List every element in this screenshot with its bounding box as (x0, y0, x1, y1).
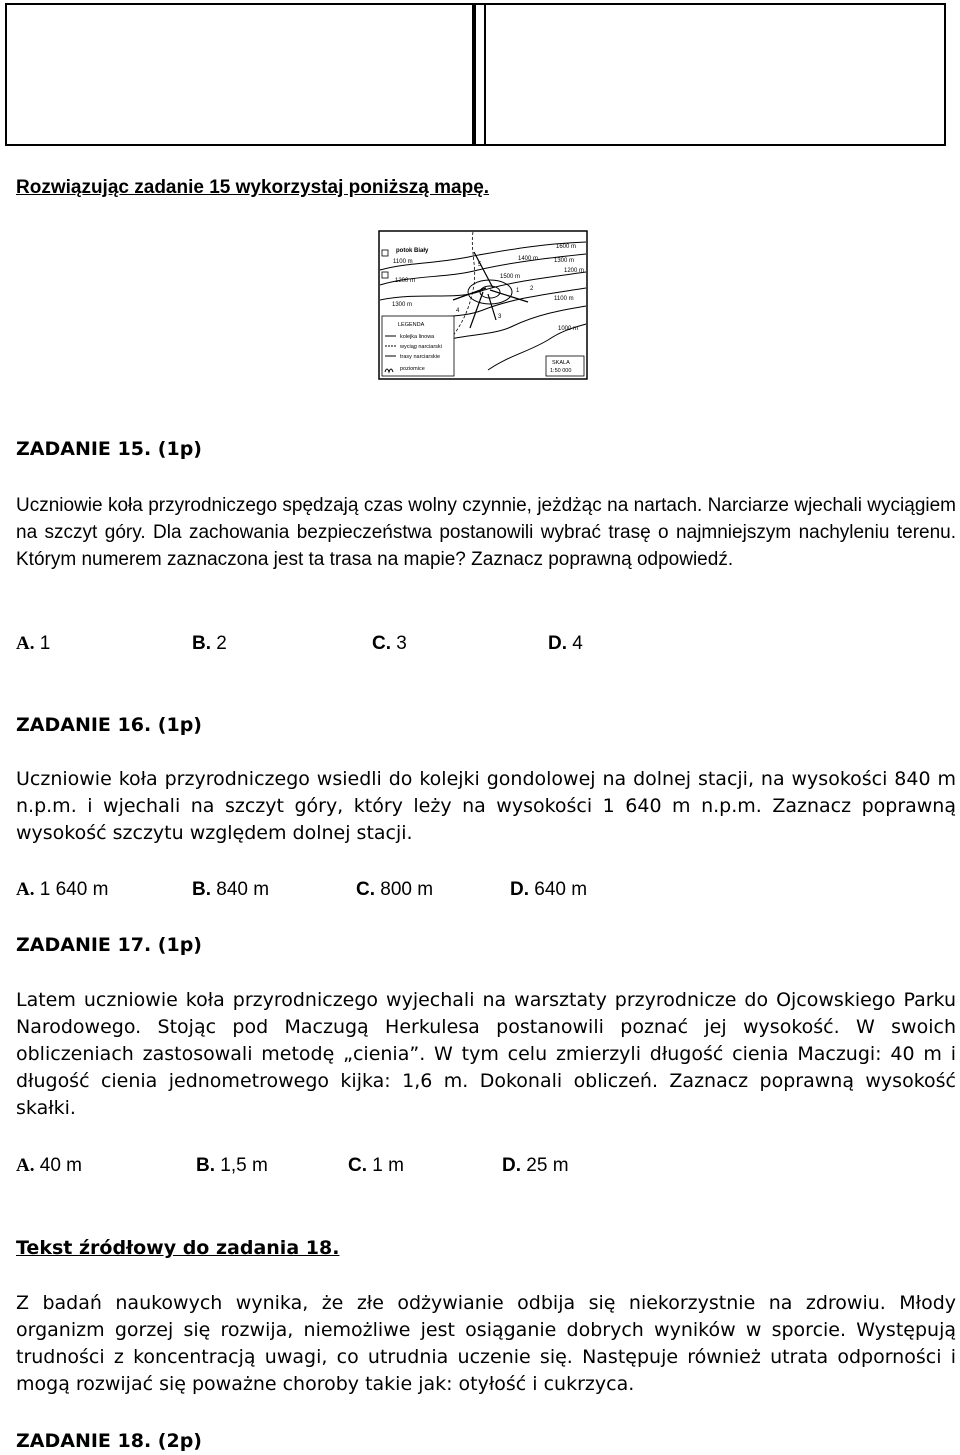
option-letter: C. (356, 879, 375, 900)
source-text: Z badań naukowych wynika, że złe odżywianie odbija się niekorzystnie na zdrowiu. Młody organizm gorzej się rozwija, niemożliwe jest osiąganie dobrych wyników w sporcie. Występują trudności z koncentracją uwagi, co utrudnia uczenie się. Następuje również utrata odporności i mogą rozwijać się poważne choroby takie jak: otyłość i cukrzyca. (16, 1292, 956, 1395)
task-16-option-d[interactable] (510, 876, 587, 903)
task-16-option-c[interactable] (356, 876, 433, 903)
map-label-1200a: 1200 m (395, 278, 416, 284)
option-letter: B. (192, 879, 211, 900)
map-route-2: 2 (530, 286, 534, 292)
legend-item-3: trasy narciarskie (400, 354, 441, 360)
task-18-heading: ZADANIE 18. (2p) (16, 1430, 202, 1452)
task-17-option-b[interactable] (196, 1152, 268, 1179)
map-route-1: 1 (516, 288, 520, 294)
legend-item-1: kolejka linowa (400, 334, 435, 340)
task-15-options (16, 630, 716, 658)
map-label-1000: 1000 m (558, 326, 579, 332)
map-label-1100a: 1100 m (393, 259, 413, 265)
option-value: 800 m (380, 879, 434, 900)
option-letter: A. (16, 633, 35, 654)
legend-item-4: poziomice (400, 366, 425, 372)
task-17-heading: ZADANIE 17. (1p) (16, 934, 202, 956)
map-label-stream: potok Biały (396, 248, 429, 254)
task-16-options (16, 876, 716, 904)
task-17-option-a[interactable] (16, 1152, 82, 1179)
answer-box-left (5, 3, 474, 146)
option-value: 40 m (39, 1155, 83, 1176)
map-route-4: 4 (456, 308, 460, 314)
option-value: 2 (216, 633, 227, 654)
topographic-map (378, 230, 588, 380)
task-15-text: Uczniowie koła przyrodniczego spędzają czas wolny czynnie, jeżdżąc na nartach. Narciarze wjechali wyciągiem na szczyt góry. Dla zachowania bezpieczeństwa postanowili wybrać trasę o najmniejszym nachyleniu terenu. Którym numerem zaznaczona jest ta trasa na mapie? Zaznacz poprawną odpowiedź. (16, 495, 956, 570)
task-17-options (16, 1152, 716, 1180)
task-15-option-d[interactable] (548, 630, 583, 657)
map-scale-title: SKALA (552, 360, 570, 366)
map-label-1300a: 1300 m (392, 302, 413, 308)
task-17-option-c[interactable] (348, 1152, 404, 1179)
map-instruction: Rozwiązując zadanie 15 wykorzystaj poniższą mapę. (16, 177, 490, 198)
task-16-heading: ZADANIE 16. (1p) (16, 714, 202, 736)
option-value: 3 (396, 633, 407, 654)
map-scale-value: 1:50 000 (550, 368, 572, 374)
option-letter: D. (548, 633, 567, 654)
task-15-heading: ZADANIE 15. (1p) (16, 438, 202, 460)
option-letter: B. (196, 1155, 215, 1176)
task-15-option-a[interactable] (16, 630, 50, 657)
option-value: 840 m (216, 879, 270, 900)
map-label-1500: 1500 m (500, 274, 521, 280)
option-value: 1 640 m (39, 879, 109, 900)
task-16-text: Uczniowie koła przyrodniczego wsiedli do kolejki gondolowej na dolnej stacji, na wysokości 840 m n.p.m. i wjechali na szczyt góry, który leży na wysokości 1 640 m n.p.m. Zaznacz poprawną wysokość szczytu względem dolnej stacji. (16, 768, 956, 844)
task-16-option-b[interactable] (192, 876, 269, 903)
map-label-1300b: 1300 m (554, 258, 575, 264)
option-value: 1,5 m (220, 1155, 268, 1176)
map-label-1600: 1600 m (556, 244, 577, 250)
option-value: 25 m (526, 1155, 569, 1176)
option-letter: D. (502, 1155, 521, 1176)
legend-item-2: wyciąg narciarski (400, 344, 442, 350)
option-letter: D. (510, 879, 529, 900)
map-route-3: 3 (498, 314, 502, 320)
option-letter: B. (192, 633, 211, 654)
option-letter: A. (16, 879, 35, 900)
option-letter: A. (16, 1155, 35, 1176)
box-divider (484, 5, 486, 144)
answer-box-right (474, 3, 946, 146)
option-letter: C. (348, 1155, 367, 1176)
map-label-1400: 1400 m (518, 256, 539, 262)
task-15-option-b[interactable] (192, 630, 227, 657)
map-route-5: 5 (478, 262, 482, 268)
option-value: 4 (572, 633, 583, 654)
option-value: 1 (39, 633, 51, 654)
option-letter: C. (372, 633, 391, 654)
option-value: 1 m (372, 1155, 404, 1176)
task-15-option-c[interactable] (372, 630, 407, 657)
map-label-1100b: 1100 m (554, 296, 574, 302)
task-17-text: Latem uczniowie koła przyrodniczego wyjechali na warsztaty przyrodnicze do Ojcowskiego Parku Narodowego. Stojąc pod Maczugą Herkulesa postanowili poznać jej wysokość. W swoich obliczeniach zastosowali metodę „cienia”. W tym celu zmierzyli długość cienia Maczugi: 40 m i długość cienia jednometrowego kijka: 1,6 m. Dokonali obliczeń. Zaznacz poprawną wysokość skałki. (16, 989, 956, 1119)
task-17-option-d[interactable] (502, 1152, 569, 1179)
map-label-1200b: 1200 m (564, 268, 585, 274)
legend-title: LEGENDA (398, 322, 425, 328)
task-16-option-a[interactable] (16, 876, 108, 903)
source-text-heading: Tekst źródłowy do zadania 18. (16, 1237, 340, 1259)
option-value: 640 m (534, 879, 588, 900)
